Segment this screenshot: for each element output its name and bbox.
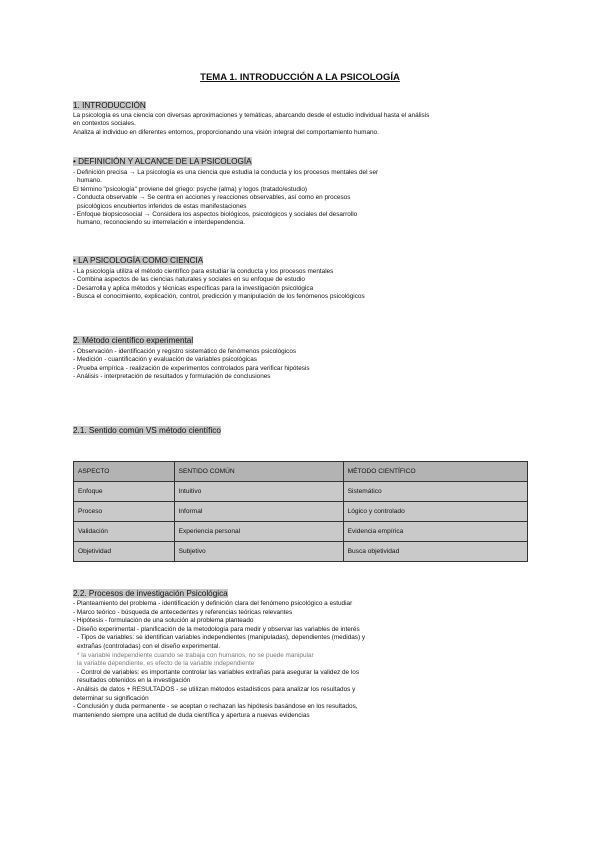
- text-line: - Control de variables: es importante controlar las variables extrañas para asegurar la validez de los: [77, 668, 360, 676]
- table-cell: Sistemático: [343, 482, 527, 502]
- text-line: El término "psicología" proviene del griego: psyche (alma) y logos (tratado/estudio): [73, 185, 308, 193]
- table-cell: Subjetivo: [174, 542, 343, 562]
- text-line-note: * la variable independiente cuando se trabaja con humanos, no se puede manipular: [77, 651, 314, 659]
- table-row: [74, 542, 528, 562]
- text-line: en contextos sociales.: [73, 120, 136, 128]
- table-cell: Lógico y controlado: [343, 502, 527, 522]
- text-line: - Marco teórico - búsqueda de antecedentes y referencias teóricas relevantes: [73, 608, 293, 616]
- procesos-text: [73, 600, 533, 720]
- text-line: psicológicos encubiertos inferidos de estas manifestaciones: [77, 202, 247, 210]
- table-cell: Evidencia empírica: [343, 522, 527, 542]
- text-line: - Análisis de datos + RESULTADOS - se utilizan métodos estadísticos para analizar los resultados y: [73, 685, 356, 693]
- table-header-row: [74, 462, 528, 482]
- metodo-text: [73, 348, 533, 382]
- table-cell: Validación: [74, 522, 175, 542]
- section-heading-sentido-comun: 2.1. Sentido común VS método científico: [73, 426, 221, 435]
- text-line: - Tipos de variables: se identifican variables independientes (manipuladas), dependientes (medidas) y: [77, 634, 366, 642]
- section-heading-introduccion: 1. INTRODUCCIÓN: [73, 101, 146, 110]
- text-line: - Análisis - interpretación de resultados y formulación de conclusiones: [73, 373, 271, 381]
- text-line: - Combina aspectos de las ciencias naturales y sociales en su enfoque de estudio: [73, 276, 305, 284]
- text-line: - Enfoque biopsicosocial → Considera los aspectos biológicos, psicológicos y sociales del desarrollo: [73, 211, 358, 219]
- table-row: [74, 482, 528, 502]
- text-line: - La psicología utiliza el método científico para estudiar la conducta y los procesos mentales: [73, 268, 334, 275]
- comparison-table: [73, 461, 528, 562]
- text-line: determinar su significación: [73, 694, 149, 702]
- text-line: - Conclusión y duda permanente - se aceptan o rechazan las hipótesis basándose en los resultados,: [73, 703, 358, 711]
- text-line: - Definición precisa → La psicología es una ciencia que estudia la conducta y los procesos mentales del ser: [73, 169, 379, 176]
- text-line: extrañas (controladas) con el diseño experimental.: [77, 642, 221, 650]
- text-line: La psicología es una ciencia con diversas aproximaciones y temáticas, abarcando desde el estudio individual hasta el análisis: [73, 112, 430, 119]
- text-line: - Diseño experimental - planificación de la metodología para medir y observar las variables de interés: [73, 625, 360, 633]
- text-line: - Prueba empírica - realización de experimentos controlados para verificar hipótesis: [73, 364, 310, 372]
- text-line: - Observación - identificación y registro sistemático de fenómenos psicológicos: [73, 348, 297, 355]
- table-cell: Experiencia personal: [174, 522, 343, 542]
- table-row: [74, 502, 528, 522]
- definicion-text: [73, 169, 533, 228]
- text-line-note: la variable dependiente, es efecto de la variable independiente: [77, 660, 255, 668]
- text-line: resultados obtenidos en la investigación: [77, 677, 191, 685]
- text-line: humano.: [77, 177, 102, 185]
- section-heading-ciencia: • LA PSICOLOGÍA COMO CIENCIA: [73, 256, 204, 265]
- table-cell: Intuitivo: [174, 482, 343, 502]
- section-heading-metodo: 2. Método científico experimental: [73, 336, 194, 345]
- text-line: - Medición - cuantificación y evaluación de variables psicológicas: [73, 356, 258, 364]
- text-line: - Hipótesis - formulación de una solución al problema planteado: [73, 617, 254, 625]
- table-cell: Informal: [174, 502, 343, 522]
- table-cell: Busca objetividad: [343, 542, 527, 562]
- table-cell: Enfoque: [74, 482, 175, 502]
- section-heading-definicion: • DEFINICIÓN Y ALCANCE DE LA PSICOLOGÍA: [73, 157, 252, 166]
- text-line: humano, reconociendo su interrelación e interdependencia.: [77, 219, 246, 227]
- text-line: - Planteamiento del problema - identificación y definición clara del fenómeno psicológico a estudiar: [73, 600, 353, 607]
- text-line: - Conducta observable → Se centra en acciones y reacciones observables, así como en procesos: [73, 194, 351, 202]
- section-heading-procesos: 2.2. Procesos de investigación Psicológica: [73, 589, 228, 598]
- document-title: TEMA 1. INTRODUCCIÓN A LA PSICOLOGÍA: [200, 72, 400, 83]
- ciencia-text: [73, 268, 533, 302]
- text-line: manteniendo siempre una actitud de duda científica y apertura a nuevas evidencias: [73, 711, 310, 719]
- text-line: - Desarrolla y aplica métodos y técnicas específicas para la investigación psicológica: [73, 284, 314, 292]
- text-line: - Busca el conocimiento, explicación, control, predicción y manipulación de los fenómenos psicológicos: [73, 293, 365, 301]
- table-header-cell: SENTIDO COMÚN: [174, 462, 343, 482]
- table-cell: Objetividad: [74, 542, 175, 562]
- introduccion-text: [73, 112, 533, 137]
- table-cell: Proceso: [74, 502, 175, 522]
- text-line: Analiza al individuo en diferentes entornos, proporcionando una visión integral del comportamiento humano.: [73, 128, 379, 136]
- table-header-cell: MÉTODO CIENTÍFICO: [343, 462, 527, 482]
- table-row: [74, 522, 528, 542]
- table-header-cell: ASPECTO: [74, 462, 175, 482]
